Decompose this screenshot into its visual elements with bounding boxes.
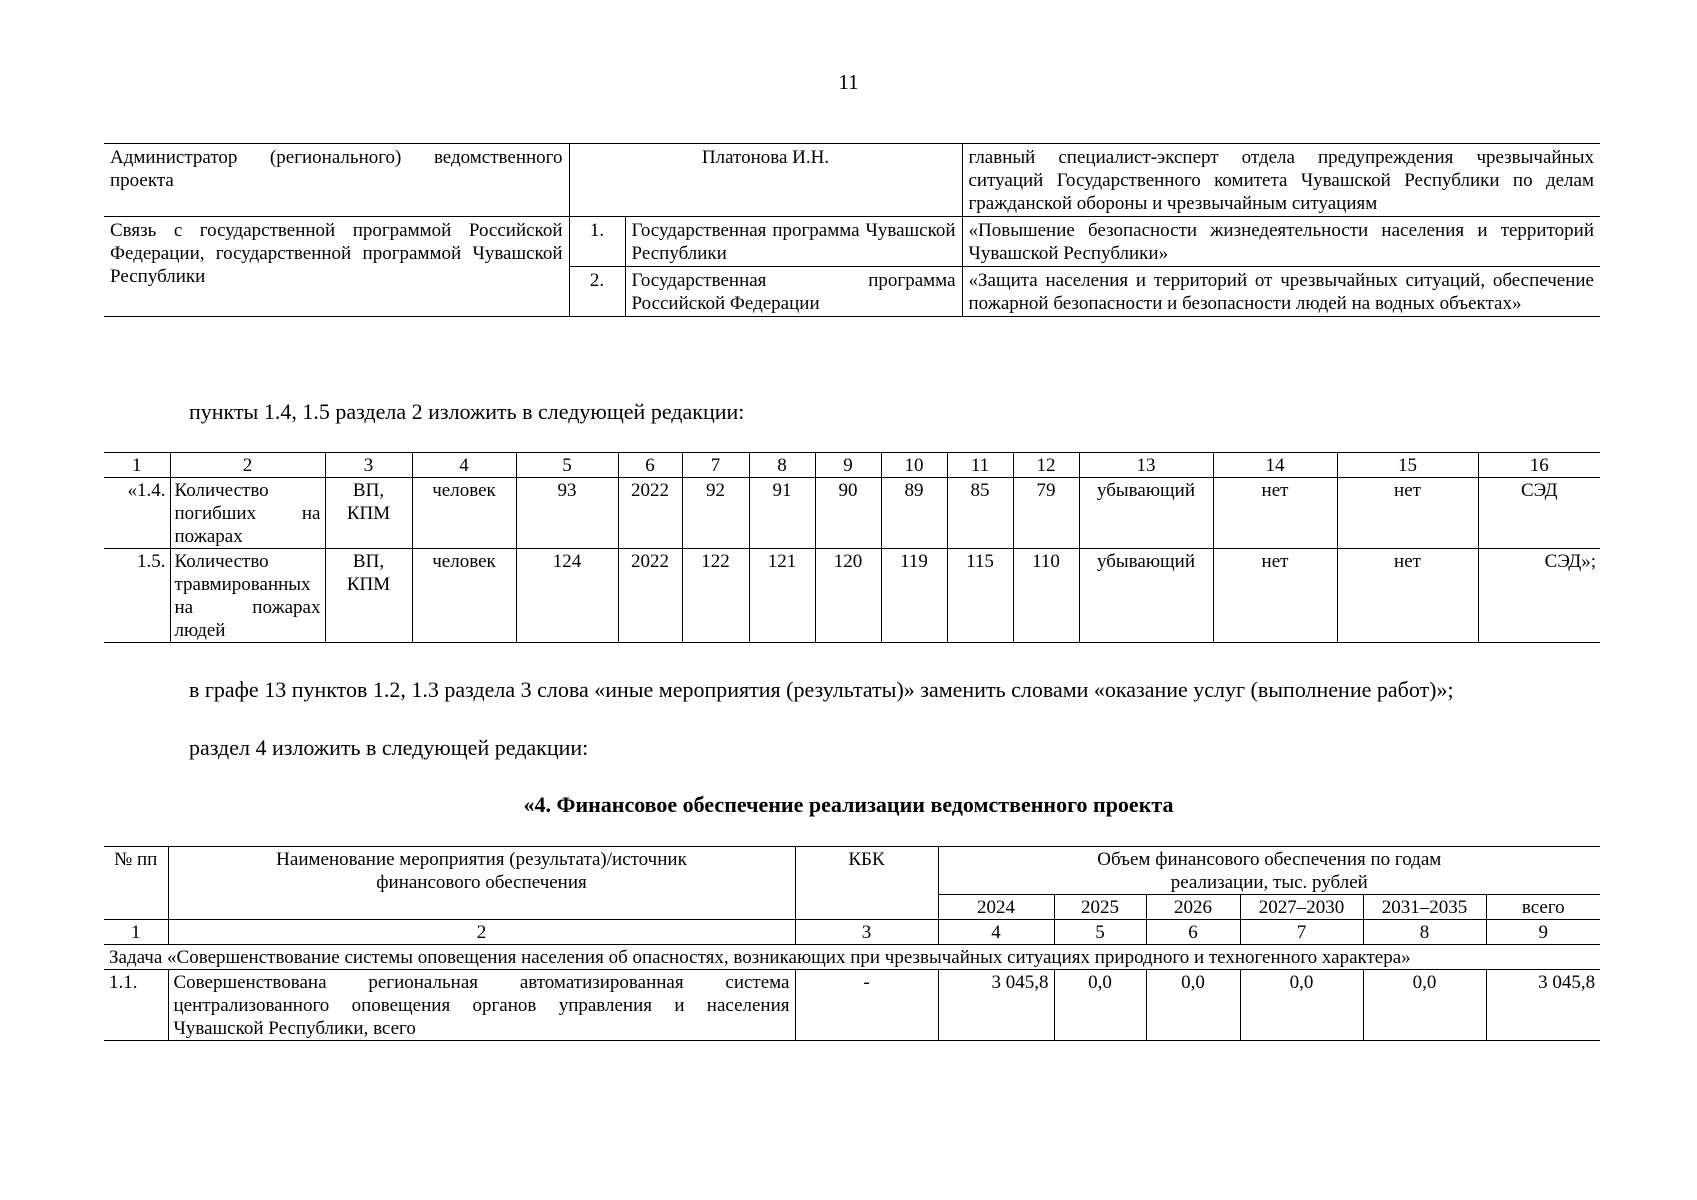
table-row	[104, 549, 1600, 643]
base-year: 2022	[618, 549, 682, 643]
column-number: 3	[795, 920, 938, 945]
column-header: 2	[170, 453, 325, 478]
administrator-label: Администратор (регионального) ведомственного проекта	[104, 144, 569, 217]
value-2027-2030: 0,0	[1240, 970, 1363, 1041]
column-number: 1	[104, 920, 168, 945]
value-total: 3 045,8	[1486, 970, 1600, 1041]
value-cell: 92	[682, 478, 749, 549]
column-header: 5	[516, 453, 618, 478]
info-system: СЭД	[1478, 478, 1600, 549]
value-2031-2035: 0,0	[1363, 970, 1486, 1041]
value-cell: 122	[682, 549, 749, 643]
indicator-name: Количество погибших на пожарах	[170, 478, 325, 549]
column-header: 7	[682, 453, 749, 478]
table-header-row	[104, 453, 1600, 478]
value-cell: нет	[1337, 478, 1478, 549]
column-header: 11	[947, 453, 1013, 478]
column-header: 8	[749, 453, 815, 478]
link-number: 2.	[569, 267, 625, 317]
value-cell: 115	[947, 549, 1013, 643]
table-row	[104, 970, 1600, 1041]
table-row	[104, 144, 1600, 217]
column-header: 10	[881, 453, 947, 478]
link-title: «Защита населения и территорий от чрезвычайных ситуаций, обеспечение пожарной безопасности и безопасности людей на водных объектах»	[962, 267, 1600, 317]
kbk-value: -	[795, 970, 938, 1041]
page-number: 11	[838, 70, 859, 94]
base-value: 124	[516, 549, 618, 643]
indicators-table	[104, 452, 1600, 643]
column-number: 2	[168, 920, 795, 945]
header-kbk: КБК	[795, 847, 938, 920]
task-row	[104, 945, 1600, 970]
info-system: СЭД»;	[1478, 549, 1600, 643]
value-cell: 120	[815, 549, 881, 643]
row-number: 1.1.	[104, 970, 168, 1041]
value-cell: нет	[1213, 478, 1337, 549]
column-number: 5	[1054, 920, 1146, 945]
link-program: Государственная программа Российской Федерации	[625, 267, 962, 317]
column-number: 4	[938, 920, 1054, 945]
value-cell: 121	[749, 549, 815, 643]
program-link-label: Связь с государственной программой Российской Федерации, государственной программой Чувашской Республики	[104, 217, 569, 317]
header-number: № пп	[104, 847, 168, 920]
row-number: 1.5.	[104, 549, 170, 643]
activity-name: Совершенствована региональная автоматизированная система централизованного оповещения органов управления и населения Чувашской Республики, всего	[168, 970, 795, 1041]
value-cell: 119	[881, 549, 947, 643]
year-header: 2031–2035	[1363, 895, 1486, 920]
value-cell: 90	[815, 478, 881, 549]
column-header: 4	[412, 453, 516, 478]
table-row	[104, 478, 1600, 549]
base-value: 93	[516, 478, 618, 549]
year-header: 2026	[1146, 895, 1240, 920]
link-title: «Повышение безопасности жизнедеятельности населения и территорий Чувашской Республики»	[962, 217, 1600, 267]
value-cell: 110	[1013, 549, 1079, 643]
value-cell: 91	[749, 478, 815, 549]
total-header: всего	[1486, 895, 1600, 920]
table-header-row	[104, 847, 1600, 895]
link-number: 1.	[569, 217, 625, 267]
project-info-table	[104, 143, 1600, 317]
value-2024: 3 045,8	[938, 970, 1054, 1041]
value-cell: нет	[1337, 549, 1478, 643]
column-header: 15	[1337, 453, 1478, 478]
indicator-level: ВП, КПМ	[325, 549, 412, 643]
trend: убывающий	[1079, 478, 1213, 549]
column-header: 14	[1213, 453, 1337, 478]
value-2026: 0,0	[1146, 970, 1240, 1041]
value-cell: нет	[1213, 549, 1337, 643]
link-program: Государственная программа Чувашской Республики	[625, 217, 962, 267]
paragraph-items-1-4-1-5: пункты 1.4, 1.5 раздела 2 изложить в следующей редакции:	[189, 399, 745, 424]
column-header: 9	[815, 453, 881, 478]
administrator-position: главный специалист-эксперт отдела предупреждения чрезвычайных ситуаций Государственного комитета Чувашской Республики по делам гражданской обороны и чрезвычайным ситуациям	[962, 144, 1600, 217]
column-header: 12	[1013, 453, 1079, 478]
indicator-name: Количество травмированных на пожарах людей	[170, 549, 325, 643]
column-number: 9	[1486, 920, 1600, 945]
administrator-name: Платонова И.Н.	[569, 144, 962, 217]
row-number: «1.4.	[104, 478, 170, 549]
header-volume: Объем финансового обеспечения по годам реализации, тыс. рублей	[938, 847, 1600, 895]
table-row	[104, 217, 1600, 267]
value-cell: 85	[947, 478, 1013, 549]
paragraph-column-13: в графе 13 пунктов 1.2, 1.3 раздела 3 слова «иные мероприятия (результаты)» заменить словами «оказание услуг (выполнение работ)»;	[189, 677, 1454, 702]
value-cell: 89	[881, 478, 947, 549]
finance-table	[104, 846, 1600, 1041]
column-header: 3	[325, 453, 412, 478]
column-header: 16	[1478, 453, 1600, 478]
column-header: 13	[1079, 453, 1213, 478]
unit: человек	[412, 549, 516, 643]
base-year: 2022	[618, 478, 682, 549]
unit: человек	[412, 478, 516, 549]
column-header: 6	[618, 453, 682, 478]
trend: убывающий	[1079, 549, 1213, 643]
indicator-level: ВП, КПМ	[325, 478, 412, 549]
value-2025: 0,0	[1054, 970, 1146, 1041]
header-name: Наименование мероприятия (результата)/источник финансового обеспечения	[168, 847, 795, 920]
task-text: Задача «Совершенствование системы оповещения населения об опасностях, возникающих при чрезвычайных ситуациях природного и техногенного характера»	[104, 945, 1600, 970]
year-header: 2025	[1054, 895, 1146, 920]
column-number: 8	[1363, 920, 1486, 945]
column-header: 1	[104, 453, 170, 478]
section-heading: «4. Финансовое обеспечение реализации ведомственного проекта	[523, 792, 1174, 817]
paragraph-section-4: раздел 4 изложить в следующей редакции:	[189, 735, 589, 760]
column-number-row	[104, 920, 1600, 945]
column-number: 7	[1240, 920, 1363, 945]
year-header: 2027–2030	[1240, 895, 1363, 920]
value-cell: 79	[1013, 478, 1079, 549]
year-header: 2024	[938, 895, 1054, 920]
column-number: 6	[1146, 920, 1240, 945]
